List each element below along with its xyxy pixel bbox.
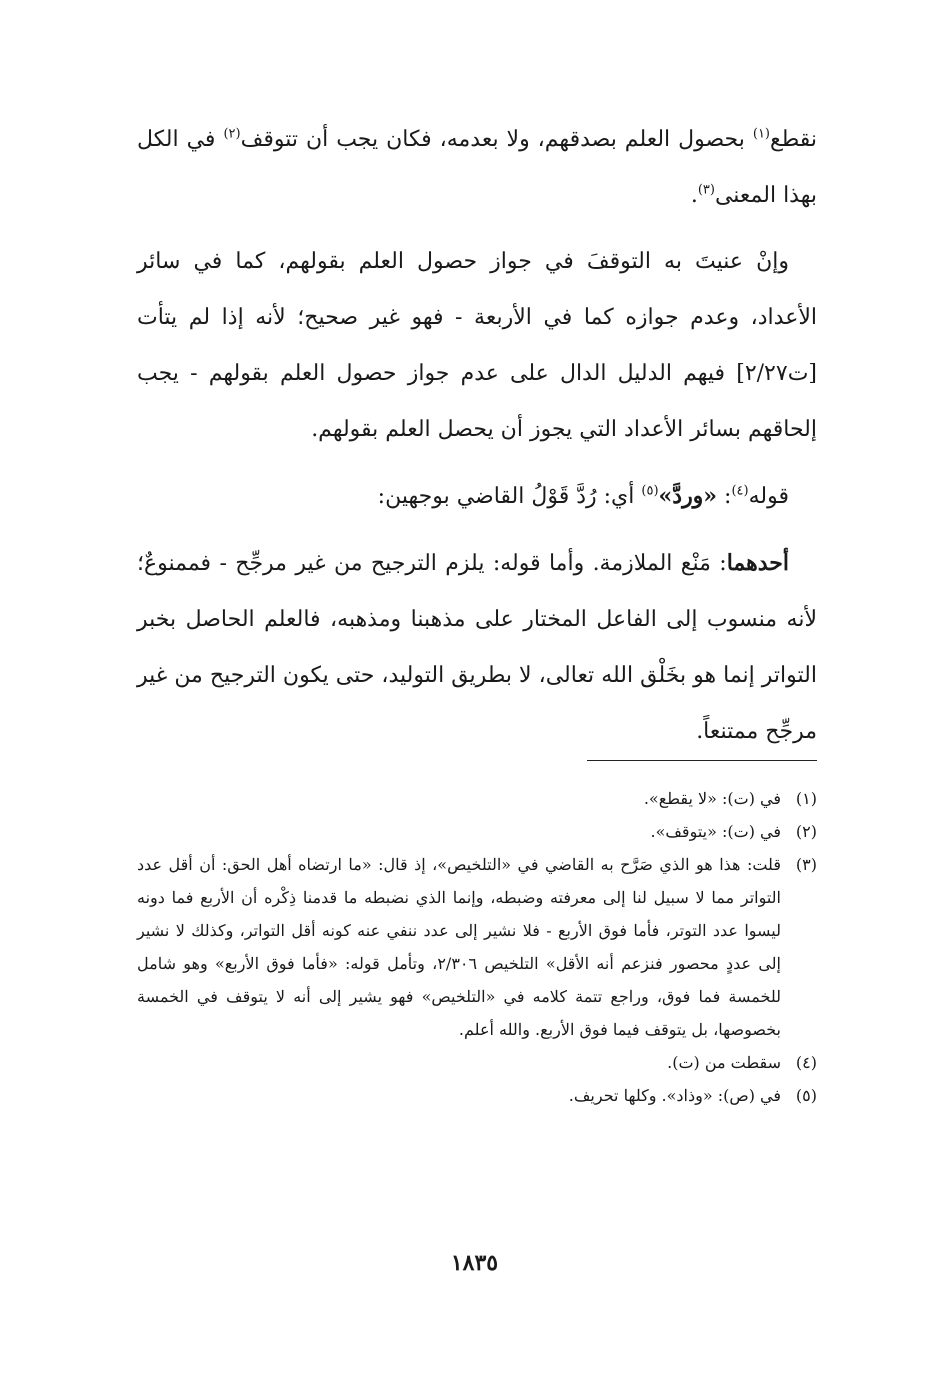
quoted-term: «وردَّ» [658,483,718,509]
paragraph-1 [137,112,817,224]
section-lead-word: أحدهما [726,550,789,576]
text-run: . [690,183,698,208]
footnote-text: سقطت من (ت). [667,1053,781,1072]
text-run: : [717,484,732,509]
main-text [137,112,817,770]
footnote-number: (١) [795,789,817,808]
footnote-ref[interactable]: (٣) [697,182,715,198]
footnote-5 [137,1079,817,1112]
footnote-ref[interactable]: (٥) [641,483,659,499]
text-run: في الكل بهذا المعنى [137,127,817,208]
text-run: : مَنْع الملازمة. وأما قوله: يلزم الترجيح من غير مرجِّح - فممنوعٌ؛ لأنه منسوب إلى الفاعل المختار على مذهبنا ومذهبه، فالعلم الحاصل بخبر التواتر إنما هو بخَلْق الله تعالى، لا بطريق التوليد، حتى يكون الترجيح من غير مرجِّح ممتنعاً. [137,551,818,744]
paragraph-3 [137,468,817,525]
footnote-ref[interactable]: (١) [752,126,770,142]
text-run: أي: رُدَّ قَوْلُ القاضي بوجهين: [377,484,642,509]
text-run: قوله [748,484,789,509]
footnote-text: في (ت): «يتوقف». [650,822,781,841]
footnote-text: قلت: هذا هو الذي صَرَّح به القاضي في «التلخيص»، إذ قال: «ما ارتضاه أهل الحق: أن أقل عدد التواتر مما لا سبيل لنا إلى معرفته وضبطه، وإنما الذي نضبطه ما قدمنا ذِكْره أن الأربع فما دونه ليسوا عدد التوتر، فأما فوق الأربع - فلا نشير إلى عدد ننفي عنه كونه أقل التواتر، وكذلك لا نشير إلى عددٍ محصور فنزعم أنه الأقل» التلخيص ٢/٣٠٦، وتأمل قوله: «فأما فوق الأربع» وهو شامل للخمسة فما فوق، وراجع تتمة كلامه في «التلخيص» فهو يشير إلى أنه لا يتوقف في الخمسة بخصوصها، بل يتوقف فيما فوق الأربع. والله أعلم. [137,855,781,1039]
footnote-text: في (ص): «وذاد». وكلها تحريف. [568,1086,781,1105]
footnote-number: (٤) [795,1053,817,1072]
text-run: نقطع [770,127,818,152]
paragraph-2: وإنْ عنيتَ به التوقفَ في جواز حصول العلم بقولهم، كما في سائر الأعداد، وعدم جوازه كما في الأربعة - فهو غير صحيح؛ لأنه إذا لم يتأت [ت٢/٢٧] فيهم الدليل الدال على عدم جواز حصول العلم بقولهم - يجب إلحاقهم بسائر الأعداد التي يجوز أن يحصل العلم بقولهم. [137,249,817,442]
text-run: بحصول العلم بصدقهم، ولا بعدمه، فكان يجب أن تتوقف [240,127,753,152]
footnote-separator [587,760,817,761]
footnote-2 [137,815,817,848]
footnote-number: (٣) [795,855,817,874]
footnote-number: (٥) [795,1086,817,1105]
footnote-ref[interactable]: (٤) [731,483,749,499]
paragraph-4 [137,535,817,760]
footnote-4 [137,1046,817,1079]
footnote-text: في (ت): «لا يقطع». [643,789,781,808]
footnote-number: (٢) [795,822,817,841]
footnote-3 [137,848,817,1046]
footnote-ref[interactable]: (٢) [223,126,241,142]
page-number: ١٨٣٥ [450,1250,499,1276]
footnote-1 [137,782,817,815]
footnotes [137,782,817,1112]
